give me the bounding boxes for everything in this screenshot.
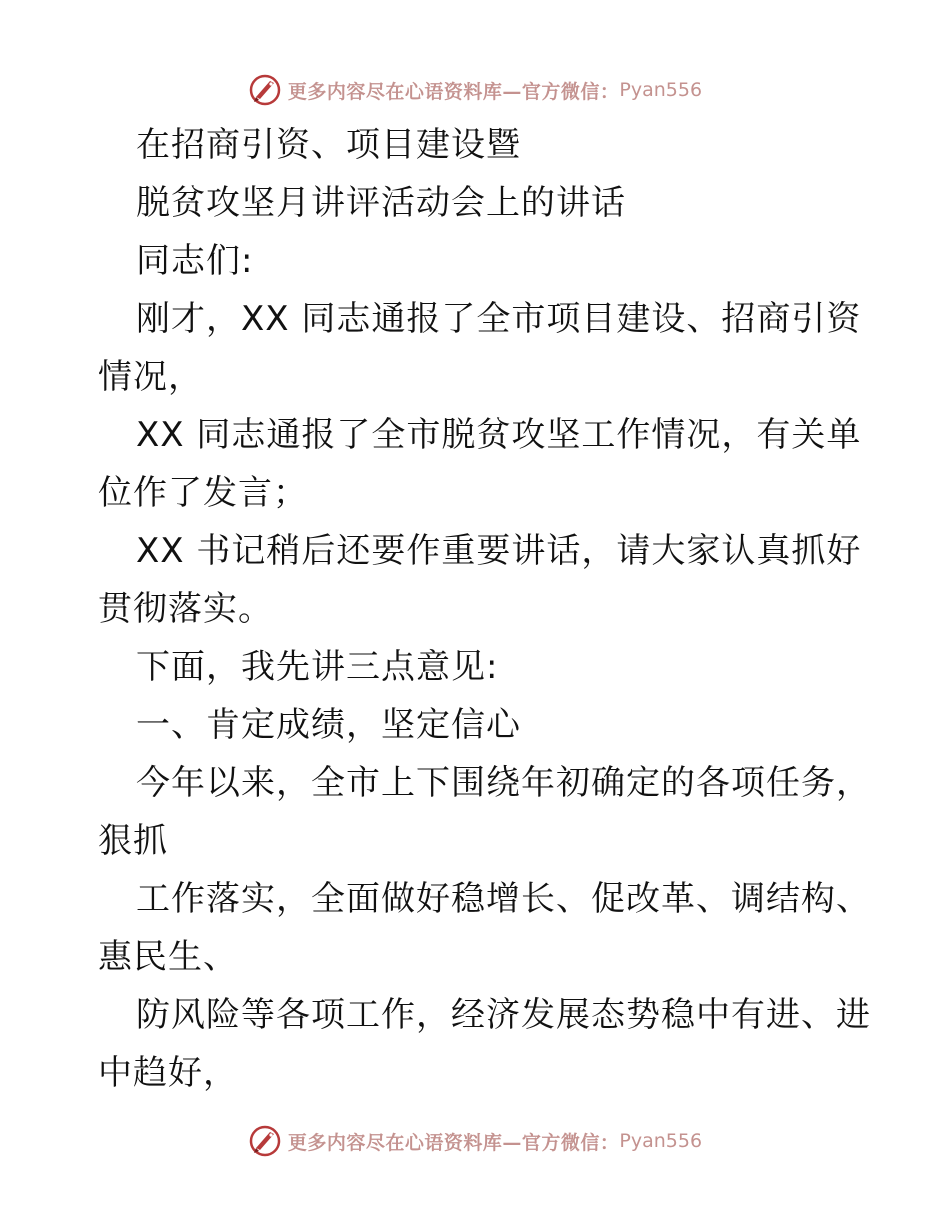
header-banner — [0, 70, 950, 110]
doc-paragraph-line: 今年以来，全市上下围绕年初确定的各项任务， — [136, 763, 871, 803]
doc-paragraph-line: 刚才，XX 同志通报了全市项目建设、招商引资 — [136, 299, 862, 339]
quill-pen-logo-icon — [248, 73, 282, 107]
doc-paragraph-line: XX 同志通报了全市脱贫攻坚工作情况，有关单 — [136, 415, 862, 455]
doc-section-heading: 一、肯定成绩，坚定信心 — [136, 705, 521, 745]
quill-pen-logo-icon — [248, 1124, 282, 1158]
doc-paragraph-line: 惠民生、 — [98, 937, 238, 977]
banner-wechat-id: Pyan556 — [619, 1130, 703, 1152]
doc-salutation: 同志们: — [136, 241, 254, 281]
doc-paragraph-line: 中趋好， — [98, 1053, 238, 1093]
banner-text: 更多内容尽在心语资料库—官方微信： — [287, 80, 620, 103]
doc-title-line-1: 在招商引资、项目建设暨 — [136, 125, 521, 165]
doc-title-line-2: 脱贫攻坚月讲评活动会上的讲话 — [136, 183, 626, 223]
doc-paragraph-line: 贯彻落实。 — [98, 589, 273, 629]
doc-paragraph-line: 狠抓 — [98, 821, 168, 861]
doc-paragraph-line: 防风险等各项工作，经济发展态势稳中有进、进 — [136, 995, 871, 1035]
document-body — [98, 116, 871, 1102]
doc-paragraph-line: 情况， — [98, 357, 203, 397]
doc-paragraph-line: XX 书记稍后还要作重要讲话，请大家认真抓好 — [136, 531, 862, 571]
banner-wechat-id: Pyan556 — [619, 79, 703, 101]
doc-paragraph-line: 位作了发言； — [98, 473, 308, 513]
banner-text: 更多内容尽在心语资料库—官方微信： — [287, 1131, 620, 1154]
doc-paragraph-line: 下面，我先讲三点意见: — [136, 647, 499, 687]
doc-paragraph-line: 工作落实，全面做好稳增长、促改革、调结构、 — [136, 879, 871, 919]
footer-banner — [0, 1121, 950, 1161]
